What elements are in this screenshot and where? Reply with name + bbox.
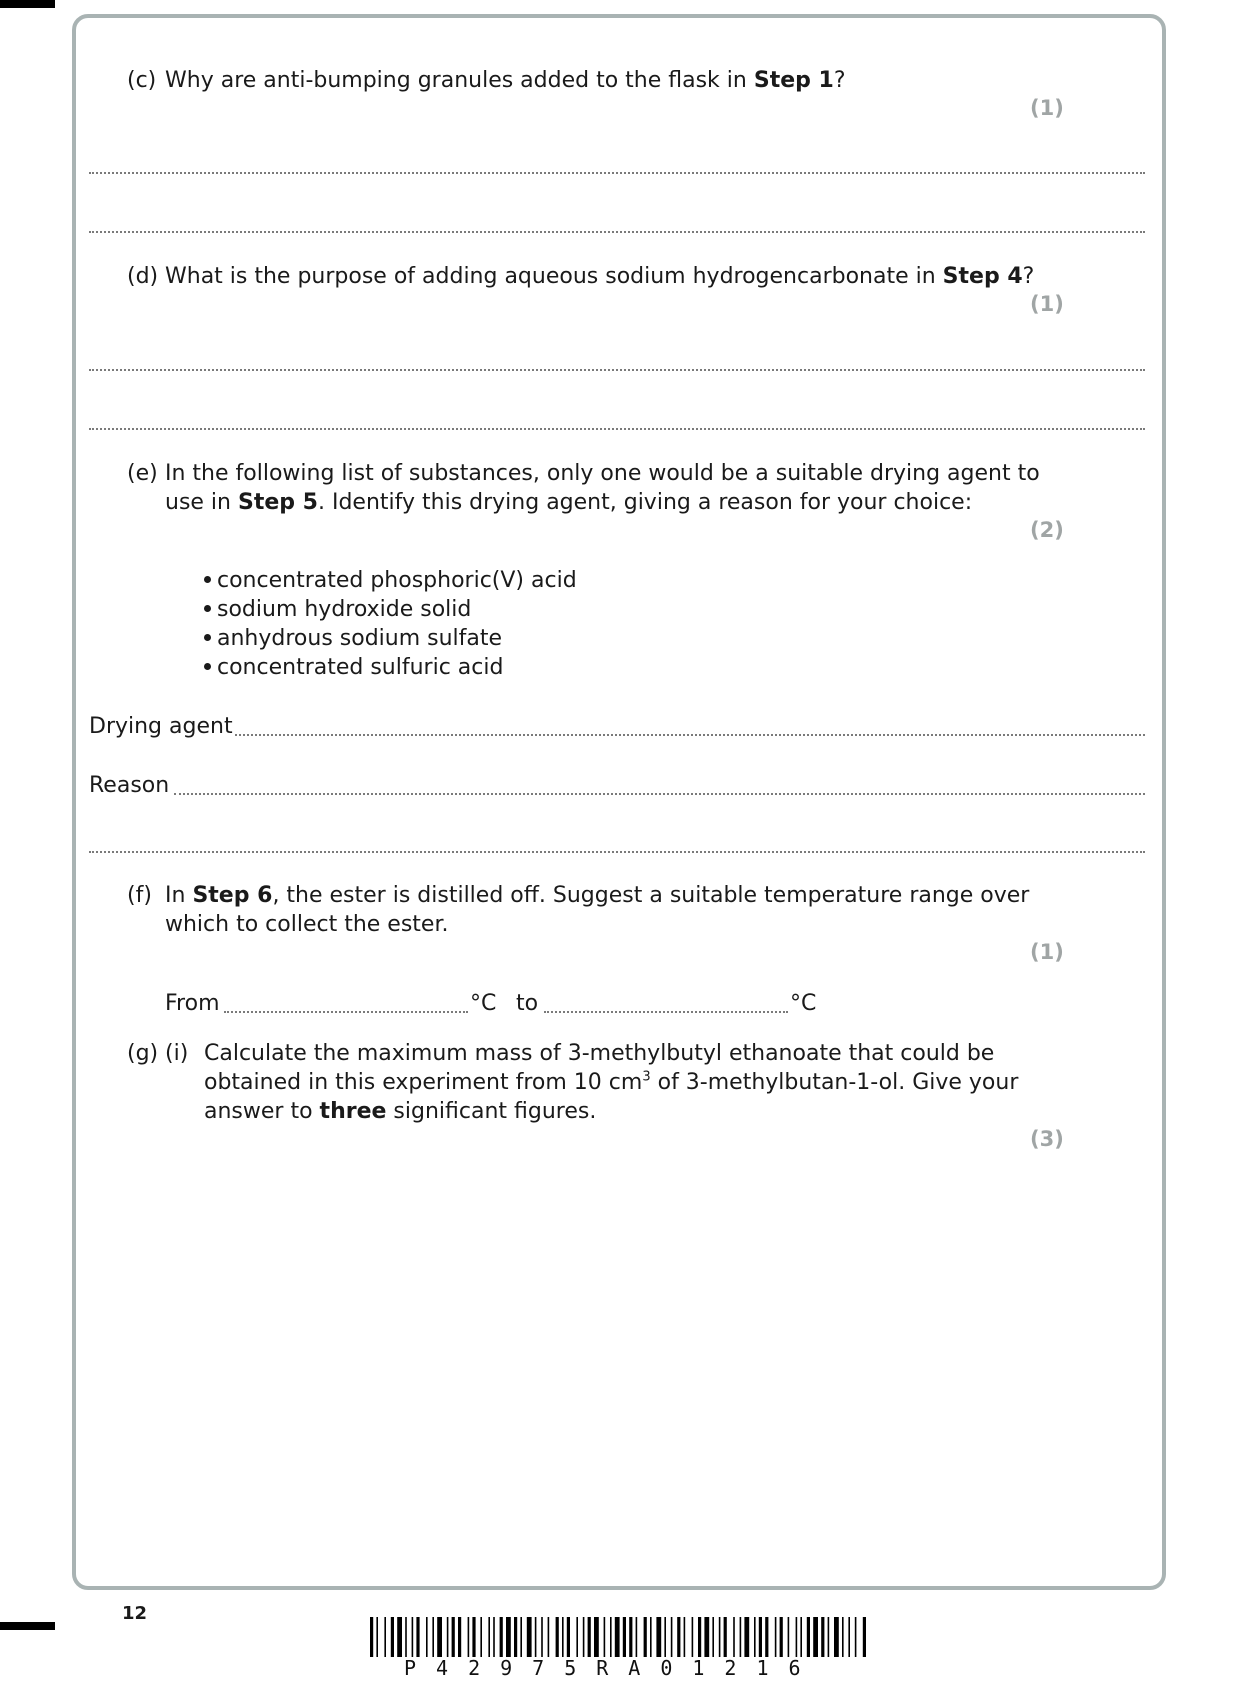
question-f-marks: (1) [1030, 940, 1064, 964]
question-f-label: (f) [127, 883, 152, 908]
from-label: From [165, 991, 220, 1016]
to-temperature-field[interactable] [544, 1011, 788, 1013]
answer-line-c-2[interactable] [89, 231, 1145, 233]
page-number: 12 [122, 1603, 148, 1624]
question-d-label: (d) [127, 264, 159, 289]
drying-agent-label: Drying agent [89, 714, 233, 739]
list-item: sodium hydroxide solid [204, 595, 577, 624]
drying-agent-answer-line[interactable] [235, 734, 1145, 736]
registration-mark-bottom [0, 1622, 55, 1630]
question-e-line2: use in Step 5. Identify this drying agent, giving a reason for your choice: [165, 490, 973, 515]
bullet-icon [204, 605, 211, 612]
bullet-icon [204, 663, 211, 670]
question-f-line2: which to collect the ester. [165, 912, 449, 937]
question-c-label: (c) [127, 68, 157, 93]
answer-line-d-1[interactable] [89, 369, 1145, 371]
question-c-marks: (1) [1030, 96, 1064, 120]
barcode-icon [360, 1617, 880, 1657]
registration-mark-top [0, 0, 55, 8]
question-g-marks: (3) [1030, 1127, 1064, 1151]
reason-answer-line-2[interactable] [89, 851, 1145, 853]
from-unit: °C [470, 991, 497, 1016]
reason-label: Reason [89, 773, 170, 798]
barcode-text: P42975RA01216 [404, 1656, 821, 1680]
question-e-marks: (2) [1030, 518, 1064, 542]
question-g-line2: obtained in this experiment from 10 $cm^3$ of 3-methylbutan-1-ol. Give your [204, 1069, 1019, 1095]
question-c-text: Why are anti-bumping granules added to the flask in Step 1? [165, 68, 846, 93]
list-item: concentrated sulfuric acid [204, 653, 577, 682]
to-unit: °C [790, 991, 817, 1016]
question-g-label: (g) [127, 1041, 159, 1066]
answer-line-c-1[interactable] [89, 172, 1145, 174]
question-g-line3: answer to three significant figures. [204, 1099, 597, 1124]
list-item: concentrated phosphoric(V) acid [204, 566, 577, 595]
from-temperature-field[interactable] [224, 1011, 468, 1013]
question-d-text: What is the purpose of adding aqueous sodium hydrogencarbonate in Step 4? [165, 264, 1035, 289]
question-d-marks: (1) [1030, 292, 1064, 316]
bullet-icon [204, 576, 211, 583]
question-f-line1: In Step 6, the ester is distilled off. Suggest a suitable temperature range over [165, 883, 1030, 908]
question-g-line1: Calculate the maximum mass of 3-methylbutyl ethanoate that could be [204, 1041, 995, 1066]
question-e-line1: In the following list of substances, only one would be a suitable drying agent to [165, 461, 1040, 486]
list-item: anhydrous sodium sulfate [204, 624, 577, 653]
answer-frame [72, 14, 1166, 1590]
reason-answer-line-1[interactable] [174, 793, 1145, 795]
question-g-sub-label: (i) [165, 1041, 189, 1066]
answer-line-d-2[interactable] [89, 428, 1145, 430]
to-label: to [516, 991, 539, 1016]
bullet-icon [204, 634, 211, 641]
question-e-label: (e) [127, 461, 158, 486]
substance-list [204, 566, 577, 682]
